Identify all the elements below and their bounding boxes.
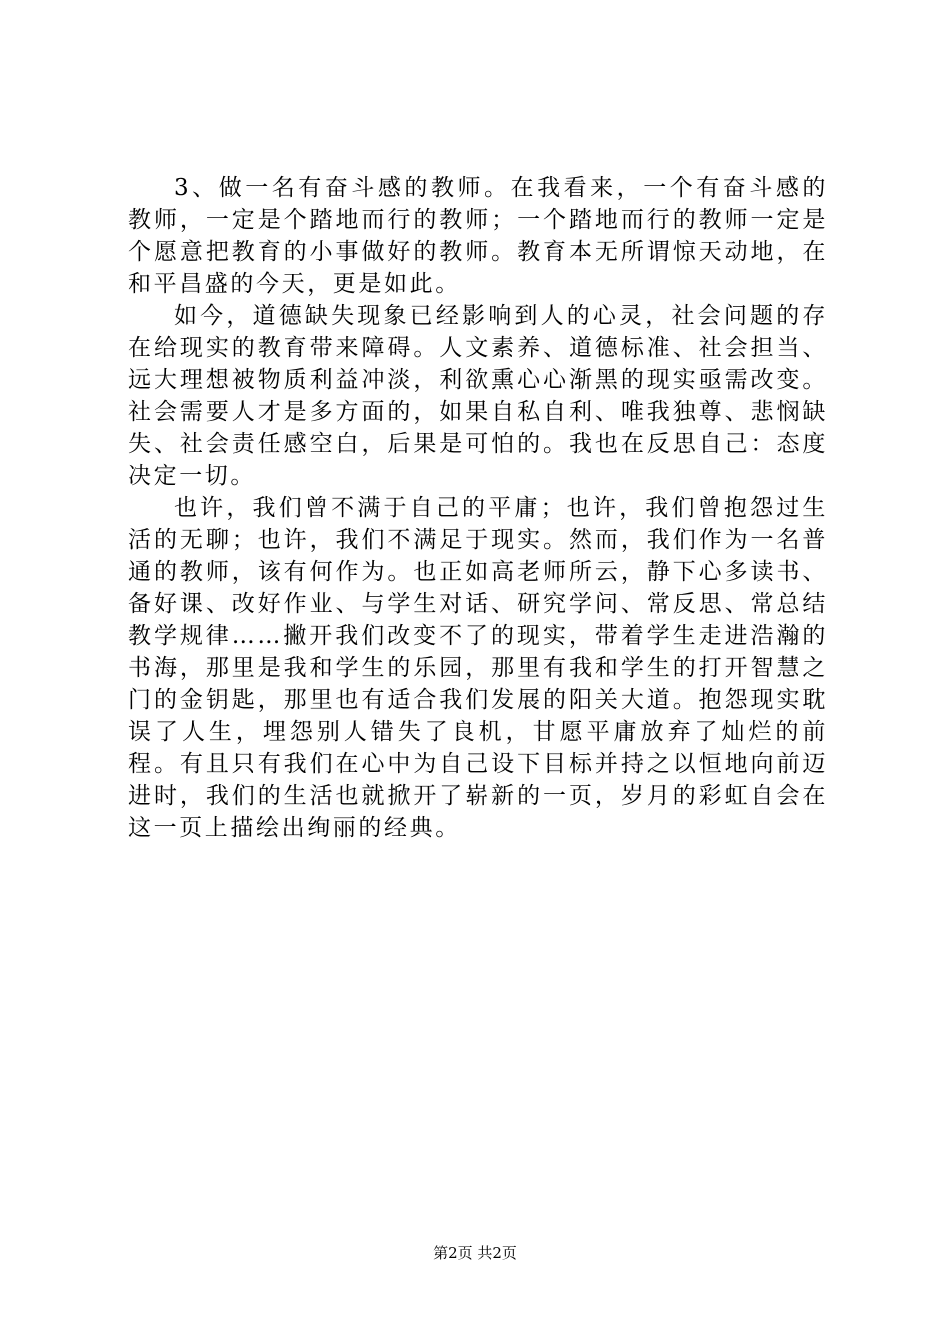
- page-footer: 第2页 共2页: [433, 1244, 517, 1262]
- paragraph-1: 3、做一名有奋斗感的教师。在我看来，一个有奋斗感的教师，一定是个踏地而行的教师；一个踏地而行的教师一定是个愿意把教育的小事做好的教师。教育本无所谓惊天动地，在和平昌盛的今天，更是如此。: [128, 175, 828, 297]
- paragraph-2: 如今，道德缺失现象已经影响到人的心灵，社会问题的存在给现实的教育带来障碍。人文素养、道德标准、社会担当、远大理想被物质利益冲淡，利欲熏心心渐黑的现实亟需改变。社会需要人才是多方面的，如果自私自利、唯我独尊、悲悯缺失、社会责任感空白，后果是可怕的。我也在反思自己：态度决定一切。: [128, 303, 828, 489]
- document-body: [128, 172, 828, 844]
- paragraph-3: 也许，我们曾不满于自己的平庸；也许，我们曾抱怨过生活的无聊；也许，我们不满足于现实。然而，我们作为一名普通的教师，该有何作为。也正如高老师所云，静下心多读书、备好课、改好作业、与学生对话、研究学问、常反思、常总结教学规律……撇开我们改变不了的现实，带着学生走进浩瀚的书海，那里是我和学生的乐园，那里有我和学生的打开智慧之门的金钥匙，那里也有适合我们发展的阳关大道。抱怨现实耽误了人生，埋怨别人错失了良机，甘愿平庸放弃了灿烂的前程。有且只有我们在心中为自己设下目标并持之以恒地向前迈进时，我们的生活也就掀开了崭新的一页，岁月的彩虹自会在这一页上描绘出绚丽的经典。: [128, 495, 828, 841]
